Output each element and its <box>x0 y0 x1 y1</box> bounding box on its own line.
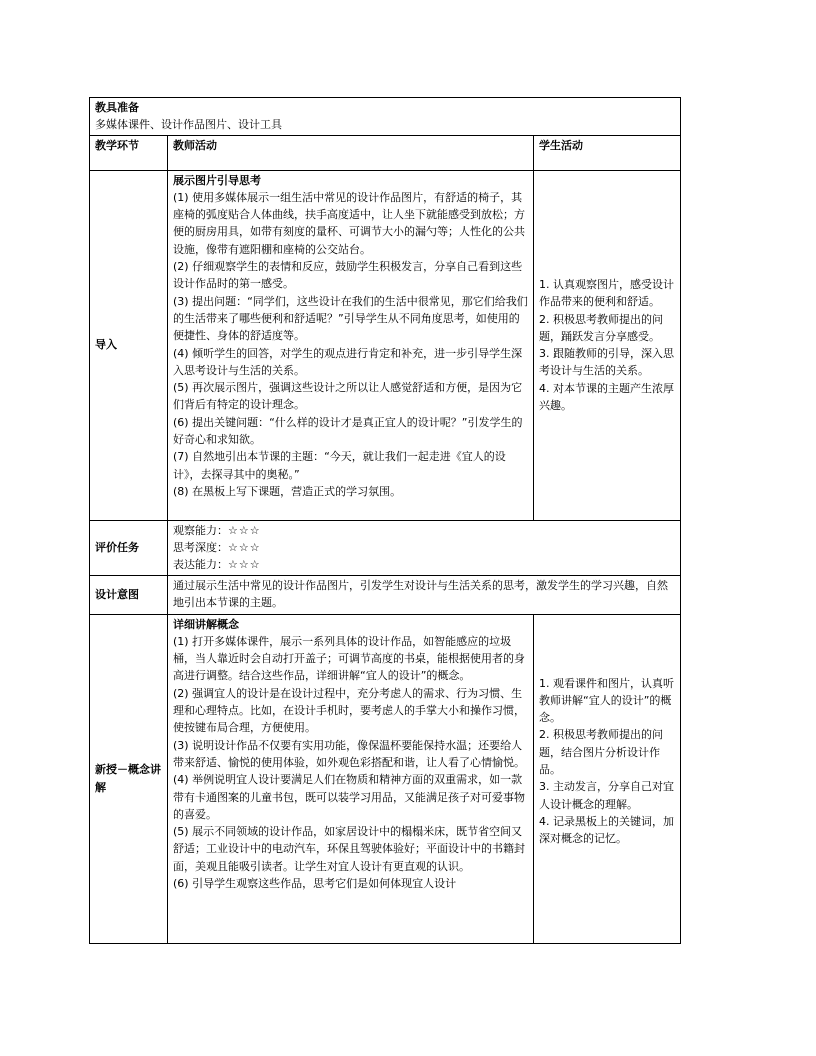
intent-content: 通过展示生活中常见的设计作品图片，引发学生对设计与生活关系的思考，激发学生的学习兴趣，自然地引出本节课的主题。 <box>168 575 681 614</box>
star-rating: ☆☆☆ <box>228 558 261 572</box>
concept-step: (1) 打开多媒体课件，展示一系列具体的设计作品，如智能感应的垃圾桶，当人靠近时会自动打开盖子；可调节高度的书桌，能根据使用者的身高进行调整。结合这些作品，详细讲解“宜人的设计”的概念。 <box>173 634 525 683</box>
concept-subtitle: 详细讲解概念 <box>173 617 239 631</box>
header-teacher: 教师活动 <box>168 135 534 170</box>
intro-student-item: 2. 积极思考教师提出的问题，踊跃发言分享感受。 <box>539 312 663 343</box>
intro-step: (8) 在黑板上写下课题，营造正式的学习氛围。 <box>173 484 402 498</box>
lesson-plan-table <box>89 97 681 944</box>
prep-title: 教具准备 <box>95 101 139 114</box>
concept-stage: 新授－概念讲解 <box>90 614 168 943</box>
intro-step: (7) 自然地引出本节课的主题：“今天，就让我们一起走进《宜人的设计》，去探寻其中的奥秘。” <box>173 450 506 481</box>
concept-step: (6) 引导学生观察这些作品，思考它们是如何体现宜人设计 <box>173 877 457 891</box>
intro-step: (5) 再次展示图片，强调这些设计之所以让人感觉舒适和方便，是因为它们背后有特定的设计理念。 <box>173 381 523 412</box>
prep-row <box>90 98 681 136</box>
concept-row <box>90 614 681 943</box>
evaluation-row <box>90 520 681 575</box>
concept-step: (2) 强调宜人的设计是在设计过程中，充分考虑人的需求、行为习惯、生理和心理特点。比如，在设计手机时，要考虑人的手掌大小和操作习惯，使按键布局合理，方便使用。 <box>173 686 525 735</box>
intro-step: (6) 提出关键问题：“什么样的设计才是真正宜人的设计呢？”引发学生的好奇心和求知欲。 <box>173 415 523 447</box>
intro-student-item: 1. 认真观察图片，感受设计作品带来的便利和舒适。 <box>539 277 674 309</box>
intro-student-cell <box>534 170 681 520</box>
intro-stage: 导入 <box>90 170 168 520</box>
intro-row <box>90 170 681 520</box>
intent-row <box>90 575 681 614</box>
concept-student-cell <box>534 614 681 943</box>
concept-step: (3) 说明设计作品不仅要有实用功能，像保温杯要能保持水温；还要给人带来舒适、愉悦的使用体验，如外观色彩搭配和谐，让人看了心情愉悦。 <box>173 738 525 769</box>
header-row <box>90 135 681 170</box>
evaluation-item <box>173 522 675 539</box>
intro-step: (4) 倾听学生的回答，对学生的观点进行肯定和补充，进一步引导学生深入思考设计与生活的关系。 <box>173 346 523 377</box>
intro-step: (3) 提出问题：“同学们，这些设计在我们的生活中很常见，那它们给我们的生活带来了哪些便利和舒适呢？”引导学生从不同角度思考，如使用的便捷性、身体的舒适度等。 <box>173 294 528 343</box>
intro-student-item: 3. 跟随教师的引导，深入思考设计与生活的关系。 <box>539 347 674 378</box>
concept-student-item: 1. 观看课件和图片，认真听教师讲解“宜人的设计”的概念。 <box>539 676 674 725</box>
evaluation-item <box>173 556 675 573</box>
header-stage: 教学环节 <box>90 135 168 170</box>
prep-content: 多媒体课件、设计作品图片、设计工具 <box>95 118 282 132</box>
star-rating: ☆☆☆ <box>228 523 261 537</box>
concept-student-item: 3. 主动发言，分享自己对宜人设计概念的理解。 <box>539 780 674 811</box>
header-student: 学生活动 <box>534 135 681 170</box>
intro-subtitle: 展示图片引导思考 <box>173 173 261 187</box>
evaluation-cell <box>168 520 681 575</box>
concept-teacher-cell <box>168 614 534 943</box>
evaluation-label: 观察能力： <box>173 523 228 537</box>
star-rating: ☆☆☆ <box>228 540 261 554</box>
concept-student-item: 4. 记录黑板上的关键词，加深对概念的记忆。 <box>539 814 674 846</box>
prep-cell <box>90 98 681 136</box>
evaluation-item <box>173 539 675 556</box>
intro-teacher-cell <box>168 170 534 520</box>
evaluation-stage: 评价任务 <box>90 520 168 575</box>
intro-student-item: 4. 对本节课的主题产生浓厚兴趣。 <box>539 381 674 412</box>
evaluation-label: 表达能力： <box>173 558 228 572</box>
concept-step: (4) 举例说明宜人设计要满足人们在物质和精神方面的双重需求，如一款带有卡通图案的儿童书包，既可以装学习用品，又能满足孩子对可爱事物的喜爱。 <box>173 773 525 821</box>
evaluation-label: 思考深度： <box>173 540 228 554</box>
intro-step: (1) 使用多媒体展示一组生活中常见的设计作品图片，有舒适的椅子，其座椅的弧度贴合人体曲线，扶手高度适中，让人坐下就能感受到放松；方便的厨房用具，如带有刻度的量杯、可调节大小的漏勺等；人性化的公共设施，像带有遮阳棚和座椅的公交站台。 <box>173 190 525 256</box>
concept-step: (5) 展示不同领域的设计作品，如家居设计中的榻榻米床，既节省空间又舒适；工业设计中的电动汽车，环保且驾驶体验好；平面设计中的书籍封面，美观且能吸引读者。让学生对宜人设计有更直观的认识。 <box>173 825 525 873</box>
intro-step: (2) 仔细观察学生的表情和反应，鼓励学生积极发言，分享自己看到这些设计作品时的第一感受。 <box>173 260 523 291</box>
concept-student-item: 2. 积极思考教师提出的问题，结合图片分析设计作品。 <box>539 728 663 777</box>
intent-stage: 设计意图 <box>90 575 168 614</box>
